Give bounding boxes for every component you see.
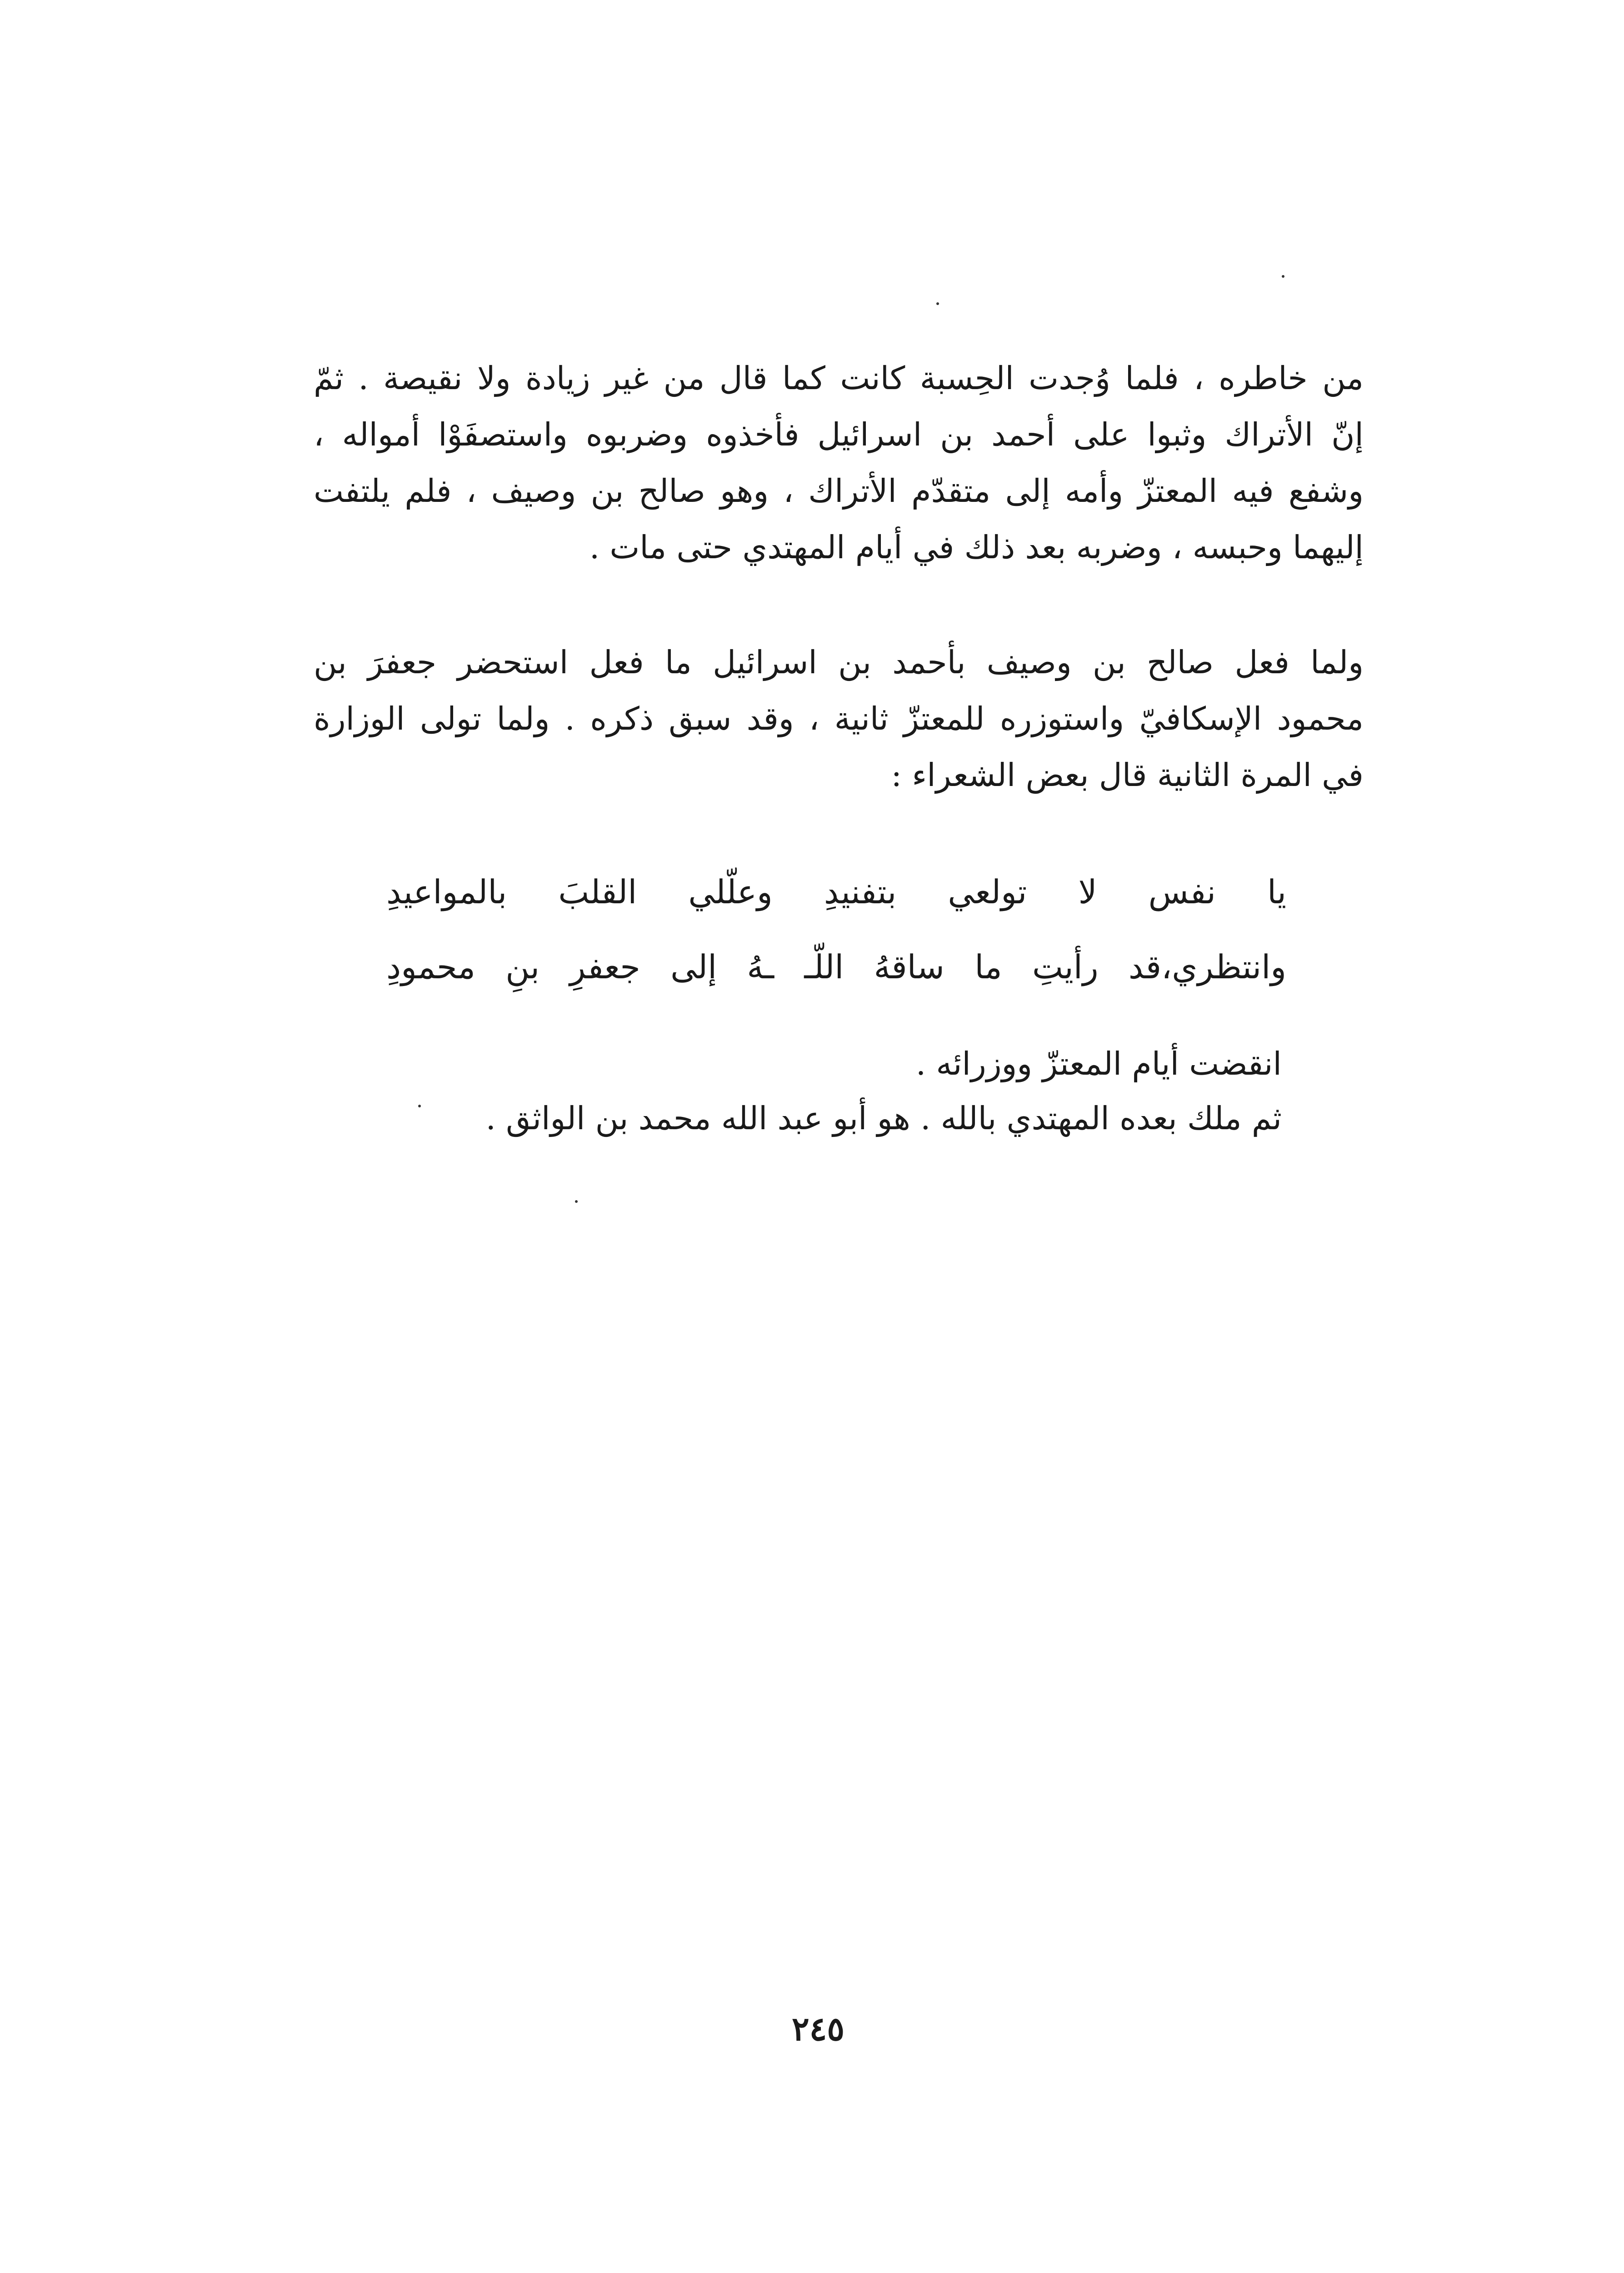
ink-speck bbox=[936, 302, 939, 305]
paragraph-line: إليهما وحبسه ، وضربه بعد ذلك في أيام المهتدي حتى مات . bbox=[589, 529, 1364, 566]
closing-line: ثم ملك بعده المهتدي بالله . هو أبو عبد الله محمد بن الواثق . bbox=[485, 1100, 1282, 1137]
paragraph-line: إنّ الأتراك وثبوا على أحمد بن اسرائيل فأخذوه وضربوه واستصفَوْا أمواله ، bbox=[314, 416, 1364, 453]
ink-speck bbox=[575, 1200, 578, 1203]
closing-line: انقضت أيام المعتزّ ووزرائه . bbox=[915, 1045, 1282, 1082]
paragraph-line: محمود الإسكافيّ واستوزره للمعتزّ ثانية ، وقد سبق ذكره . ولما تولى الوزارة bbox=[314, 700, 1364, 737]
ink-speck bbox=[1282, 275, 1284, 278]
paragraph-line: وشفع فيه المعتزّ وأمه إلى متقدّم الأتراك ، وهو صالح بن وصيف ، فلم يلتفت bbox=[314, 472, 1364, 510]
page-number: ٢٤٥ bbox=[791, 2009, 844, 2048]
paragraph-line: في المرة الثانية قال بعض الشعراء : bbox=[891, 756, 1364, 794]
poem-verses bbox=[386, 855, 1286, 1005]
paragraph-line: من خاطره ، فلما وُجدت الحِسبة كانت كما قال من غير زيادة ولا نقيصة . ثمّ bbox=[314, 360, 1364, 397]
verse-line: يا نفس لا تولعي بتفنيدِ وعلّلي القلبَ بالمواعيدِ bbox=[386, 873, 1286, 911]
paragraph-line: ولما فعل صالح بن وصيف بأحمد بن اسرائيل ما فعل استحضر جعفرَ بن bbox=[314, 644, 1364, 681]
paragraph-1 bbox=[314, 350, 1364, 576]
verse-line: وانتظري،قد رأيتِ ما ساقهُ اللّـ ـهُ إلى جعفرِ بنِ محمودِ bbox=[386, 948, 1286, 986]
paragraph-2 bbox=[314, 634, 1364, 803]
